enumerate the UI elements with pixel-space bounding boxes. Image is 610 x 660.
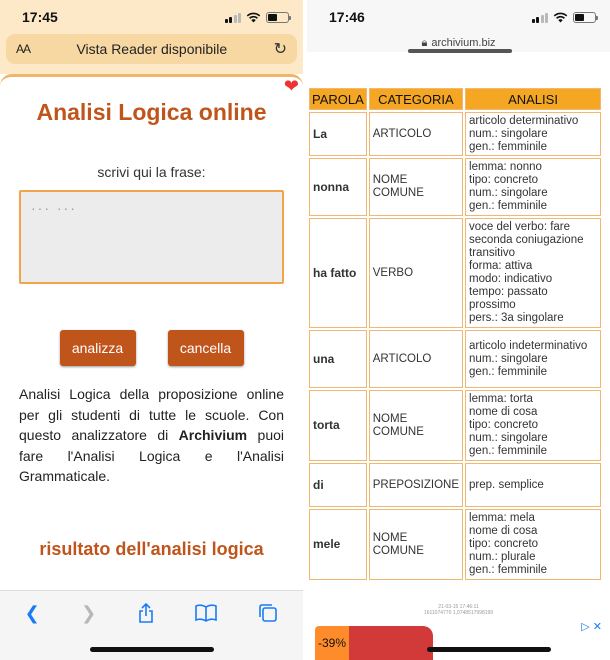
analisi-line: transitivo xyxy=(469,247,516,259)
sentence-input[interactable]: ··· ··· xyxy=(19,190,284,284)
table-row xyxy=(309,509,601,580)
analisi-line: gen.: femminile xyxy=(469,200,548,212)
button-row xyxy=(0,330,303,366)
reader-available-label[interactable]: Vista Reader disponibile xyxy=(76,41,228,57)
input-label: scrivi qui la frase: xyxy=(97,164,206,180)
battery-icon xyxy=(573,12,596,23)
timestamp-line-2: 1611074770 1,0748517998199 xyxy=(423,610,494,616)
description-part-3: puoi fare l'Analisi Logica e l'Analisi Grammaticale. xyxy=(19,427,285,484)
cell-parola: mele xyxy=(309,509,367,580)
analisi-line: lemma: nonno xyxy=(469,161,542,173)
table-row xyxy=(309,330,601,388)
wifi-icon xyxy=(246,12,261,23)
reload-icon[interactable]: ↻ xyxy=(273,41,287,58)
analisi-line: tipo: concreto xyxy=(469,538,539,550)
left-screen xyxy=(0,0,303,660)
ad-choices-icon[interactable]: ▷ ✕ xyxy=(581,621,602,633)
description xyxy=(19,384,284,487)
cell-analisi xyxy=(465,158,601,216)
analisi-line: tipo: concreto xyxy=(469,419,539,431)
description-part-1: Analisi Logica della proposizione online per gli studenti di tutte le scuole. Con questo analizzatore di xyxy=(19,386,284,443)
analisi-line: num.: singolare xyxy=(469,127,548,140)
analisi-line: num.: singolare xyxy=(469,352,548,365)
right-screen xyxy=(307,0,610,660)
safari-toolbar xyxy=(0,590,303,660)
bookmarks-icon[interactable] xyxy=(195,604,217,622)
analisi-line: nome di cosa xyxy=(469,406,538,418)
cell-analisi xyxy=(465,463,601,507)
table-row xyxy=(309,158,601,216)
analisi-line: tipo: concreto xyxy=(469,174,539,186)
cell-parola: una xyxy=(309,330,367,388)
cellular-signal-icon xyxy=(225,12,242,23)
analisi-line: voce del verbo: fare xyxy=(469,221,571,233)
status-bar xyxy=(307,0,610,34)
analisi-line: tempo: passato prossimo xyxy=(469,286,548,311)
analisi-line: num.: singolare xyxy=(469,187,548,199)
analisi-line: lemma: mela xyxy=(469,512,535,524)
forward-icon[interactable]: ❯ xyxy=(81,602,97,623)
discount-badge: -39% xyxy=(315,626,349,660)
timestamp-line-1: 21-03-15 17:46:11 xyxy=(438,604,479,610)
site-url[interactable]: archivium.biz xyxy=(431,37,496,49)
timestamp-footer xyxy=(307,604,610,616)
analisi-line: gen.: femminile xyxy=(469,140,548,153)
status-time: 17:46 xyxy=(329,9,365,25)
cell-analisi xyxy=(465,509,601,580)
battery-icon xyxy=(266,12,289,23)
status-icons xyxy=(225,12,290,23)
column-header-analisi: ANALISI xyxy=(465,88,601,110)
status-bar xyxy=(0,0,303,34)
table-row xyxy=(309,463,601,507)
status-icons xyxy=(532,12,597,23)
cell-parola: La xyxy=(309,112,367,156)
cell-analisi xyxy=(465,330,601,388)
analisi-line: gen.: femminile xyxy=(469,445,548,457)
cellular-signal-icon xyxy=(532,12,549,23)
advertisement[interactable] xyxy=(307,618,610,660)
table-row xyxy=(309,112,601,156)
analisi-line: forma: attiva xyxy=(469,260,533,272)
cell-analisi xyxy=(465,218,601,328)
table-row xyxy=(309,390,601,461)
analisi-line: articolo determinativo xyxy=(469,114,579,127)
analyze-button[interactable]: analizza xyxy=(60,330,136,366)
lock-icon: 🔒︎ xyxy=(421,36,428,49)
analisi-line: num.: singolare xyxy=(469,432,548,444)
cancel-button[interactable]: cancella xyxy=(168,330,244,366)
home-indicator xyxy=(90,647,214,652)
tab-handle xyxy=(408,49,512,53)
cell-analisi xyxy=(465,112,601,156)
cell-parola: ha fatto xyxy=(309,218,367,328)
tabs-icon[interactable] xyxy=(258,603,278,623)
analisi-line: num.: plurale xyxy=(469,551,536,563)
analisi-line: nome di cosa xyxy=(469,525,538,537)
cell-parola: nonna xyxy=(309,158,367,216)
description-brand: Archivium xyxy=(178,427,248,443)
analisi-line: articolo indeterminativo xyxy=(469,339,588,352)
analisi-line: gen.: femminile xyxy=(469,564,548,576)
page-content xyxy=(0,74,303,590)
column-header-categoria: CATEGORIA xyxy=(369,88,463,110)
cell-categoria: NOME COMUNE xyxy=(369,158,463,216)
cell-parola: torta xyxy=(309,390,367,461)
analisi-line: seconda coniugazione xyxy=(469,234,584,246)
cell-categoria: ARTICOLO xyxy=(369,330,463,388)
safari-address-area xyxy=(0,34,303,74)
cell-categoria: NOME COMUNE xyxy=(369,509,463,580)
cell-categoria: ARTICOLO xyxy=(369,112,463,156)
heart-icon[interactable]: ❤ xyxy=(283,76,299,96)
analisi-line: prep. semplice xyxy=(469,478,544,491)
analysis-table xyxy=(307,86,603,582)
results-heading: risultato dell'analisi logica xyxy=(39,538,264,559)
back-icon[interactable]: ❮ xyxy=(24,602,40,623)
home-indicator xyxy=(427,647,551,652)
cell-categoria: PREPOSIZIONE xyxy=(369,463,463,507)
cell-categoria: VERBO xyxy=(369,218,463,328)
table-row xyxy=(309,218,601,328)
status-time: 17:45 xyxy=(22,9,58,25)
column-header-parola: PAROLA xyxy=(309,88,367,110)
cell-parola: di xyxy=(309,463,367,507)
analysis-rows xyxy=(309,112,601,580)
analisi-line: pers.: 3a singolare xyxy=(469,312,564,324)
analisi-line: modo: indicativo xyxy=(469,273,553,285)
share-icon[interactable] xyxy=(138,603,154,623)
reader-aa-button[interactable]: AA xyxy=(16,42,31,56)
analisi-line: gen.: femminile xyxy=(469,365,548,378)
cell-analisi xyxy=(465,390,601,461)
address-bar[interactable] xyxy=(6,34,297,64)
cell-categoria: NOME COMUNE xyxy=(369,390,463,461)
wifi-icon xyxy=(553,12,568,23)
analisi-line: lemma: torta xyxy=(469,393,533,405)
page-title: Analisi Logica online xyxy=(36,99,267,125)
